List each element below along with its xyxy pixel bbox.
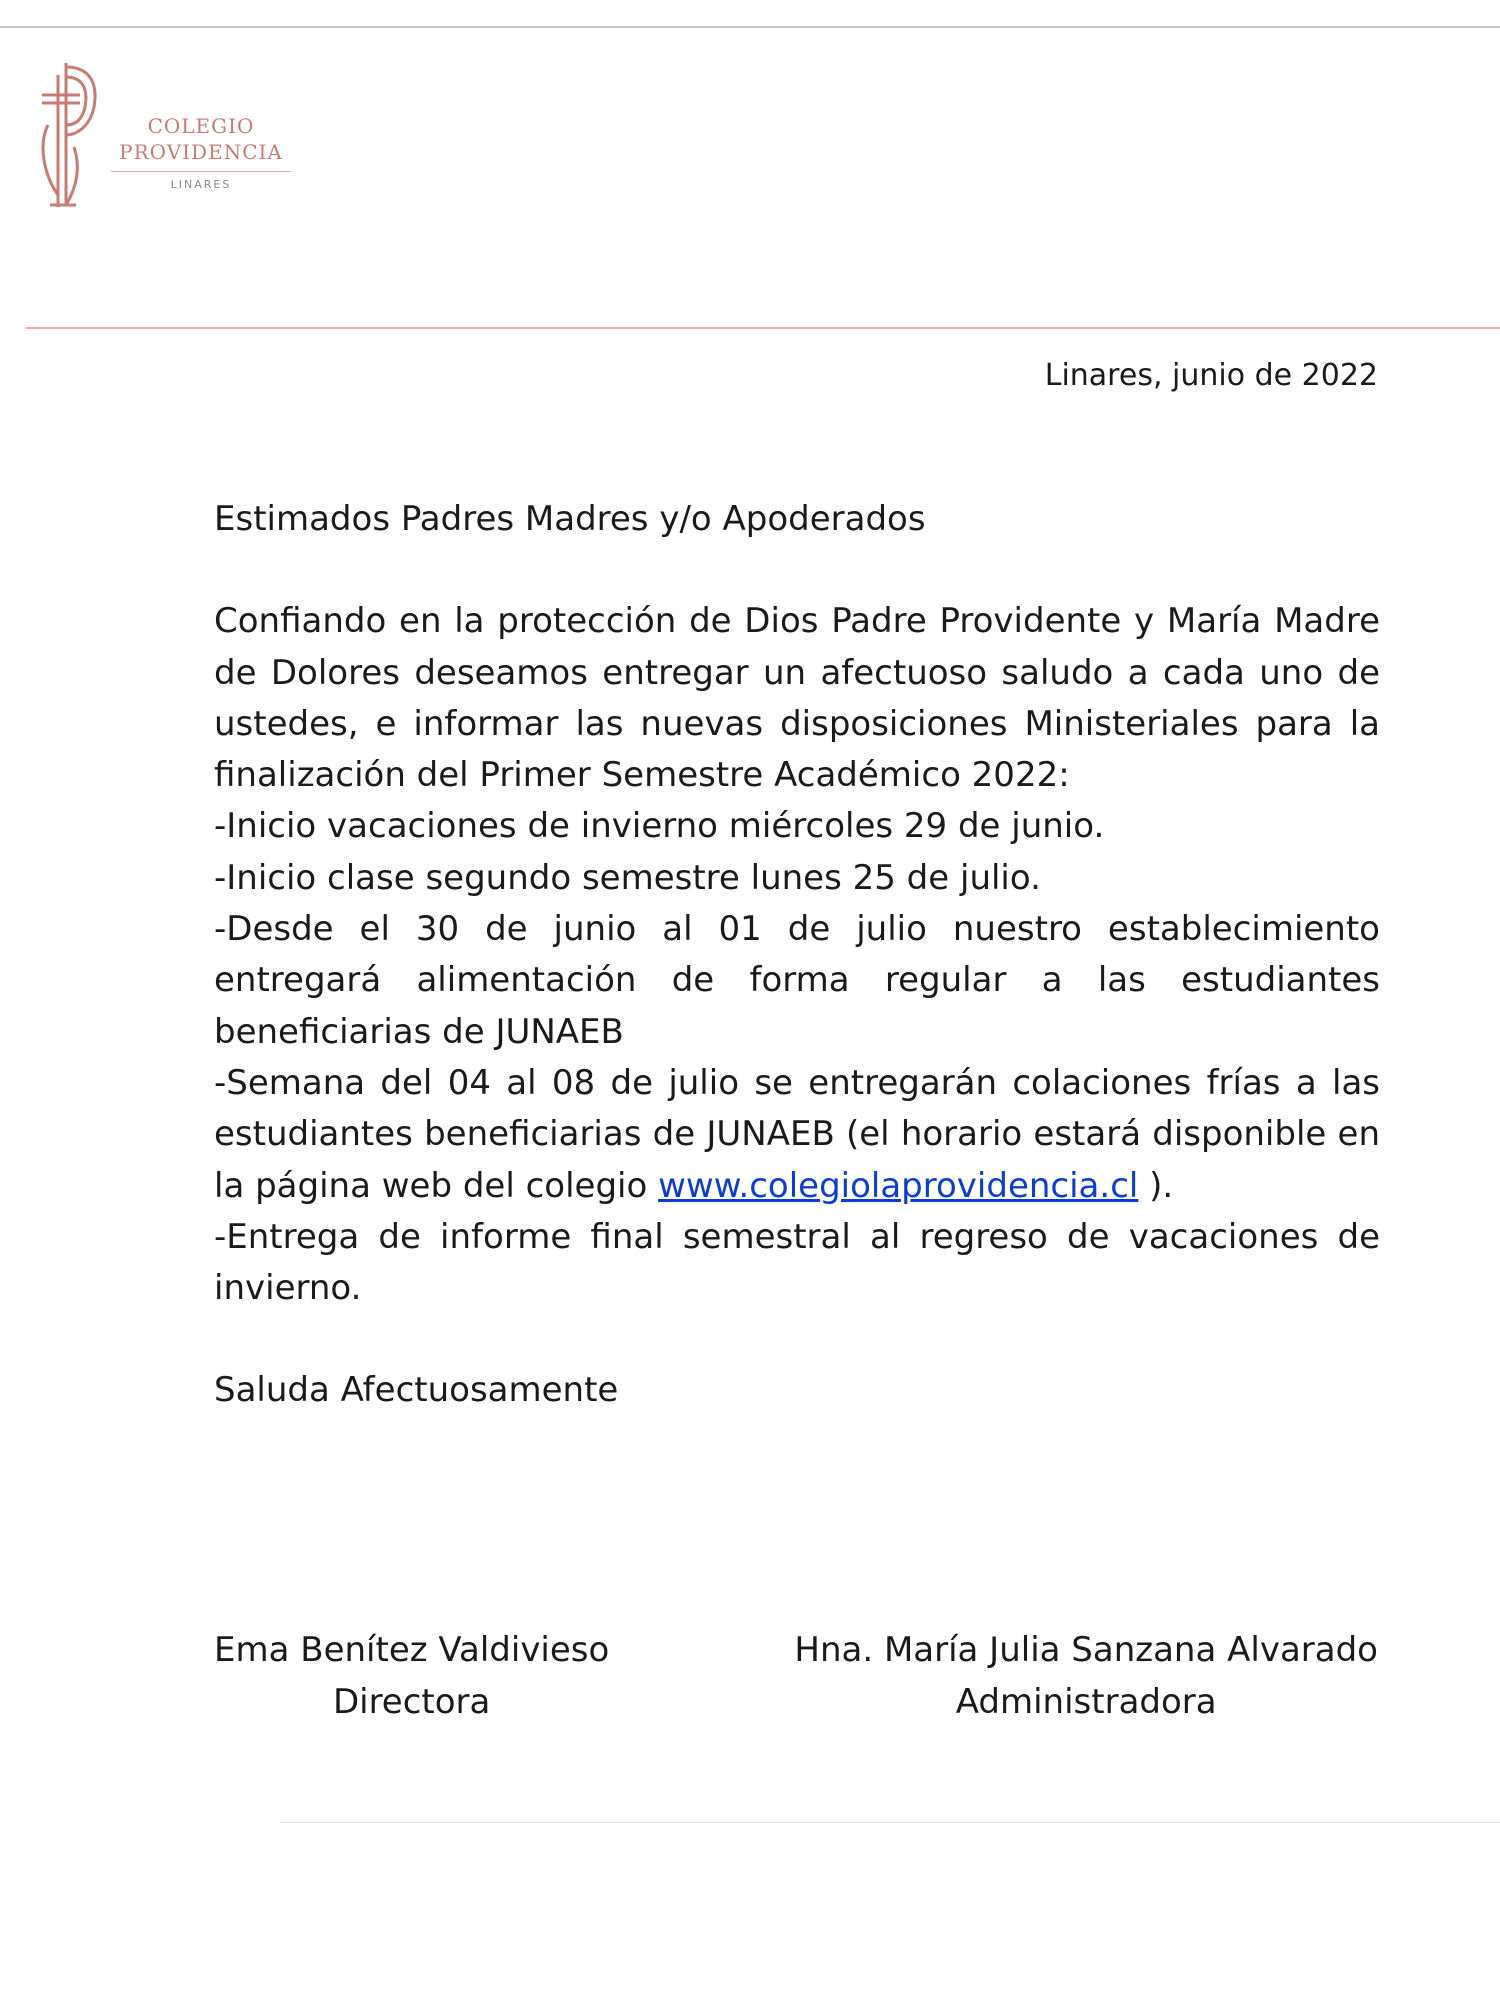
logo-line-providencia: PROVIDENCIA [119, 140, 283, 164]
letter-intro: Confiando en la protección de Dios Padre Providente y María Madre de Dolores deseamos entregar un afectuoso saludo a cada uno de ustedes, e informar las nuevas disposiciones Ministeriales para la finalización del Primer Semestre Académico 2022: [214, 601, 1380, 796]
header-divider [26, 327, 1500, 329]
footer-divider [280, 1822, 1500, 1823]
signature-role: Directora [332, 1682, 491, 1722]
letter-greeting: Estimados Padres Madres y/o Apoderados [214, 499, 926, 539]
list-item: -Desde el 30 de junio al 01 de julio nuestro establecimiento entregará alimentación de forma regular a las estudiantes beneficiarias de JUNAEB [214, 909, 1380, 1052]
list-item: -Inicio vacaciones de invierno miércoles 29 de junio. [214, 806, 1105, 847]
signature-role: Administradora [955, 1682, 1217, 1722]
list-item: -Inicio clase segundo semestre lunes 25 de julio. [214, 857, 1041, 898]
school-website-link[interactable]: www.colegiolaprovidencia.cl [658, 1165, 1139, 1206]
logo-divider [111, 171, 291, 172]
letter-date: Linares, junio de 2022 [1044, 358, 1378, 393]
signature-administradora [794, 1624, 1378, 1728]
signature-directora [214, 1624, 609, 1728]
signature-name: Hna. María Julia Sanzana Alvarado [794, 1630, 1378, 1670]
logo-line-linares: LINARES [170, 178, 232, 191]
list-item-text: -Semana del 04 al 08 de julio se entregarán colaciones frías a las estudiantes beneficiarias de JUNAEB (el horario estará disponible en la página web del colegio [214, 1062, 1380, 1206]
top-divider [0, 26, 1500, 28]
list-item [214, 1058, 1380, 1212]
logo-line-colegio: COLEGIO [147, 114, 255, 138]
school-logo [36, 55, 283, 215]
signature-name: Ema Benítez Valdivieso [214, 1630, 610, 1670]
list-item-text-end: ). [1138, 1165, 1174, 1206]
providencia-emblem-icon [36, 55, 106, 215]
letter-body [214, 494, 1380, 1417]
logo-wordmark [106, 113, 296, 191]
list-item: -Entrega de informe final semestral al regreso de vacaciones de invierno. [214, 1216, 1380, 1309]
letter-closing: Saluda Afectuosamente [214, 1370, 619, 1411]
